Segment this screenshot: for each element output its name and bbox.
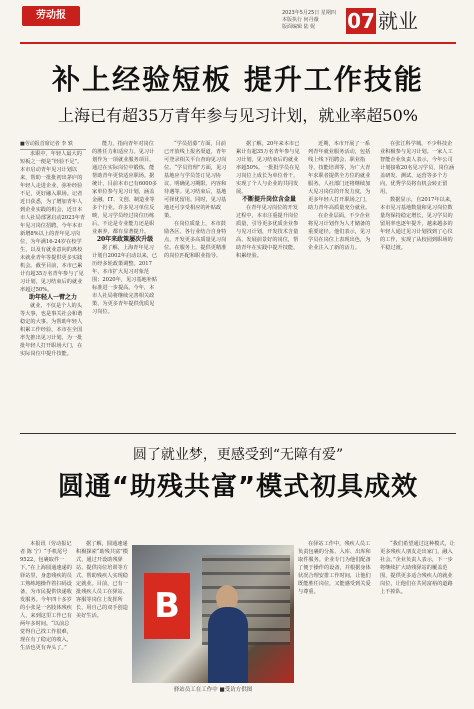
main-subheadline: 上海已有超35万青年参与见习计划，就业率超50% bbox=[58, 106, 418, 125]
article1-column-5 bbox=[308, 140, 374, 430]
date-info bbox=[282, 10, 342, 31]
article2-column-1 bbox=[20, 540, 72, 700]
editor-line: 本版执行 何丹薇 bbox=[282, 17, 319, 23]
article2-headline: 圆通“助残共富”模式初具成效 bbox=[57, 472, 419, 502]
article1-column-2 bbox=[92, 140, 158, 430]
article2-kicker: 圆了就业梦，更感受到“无障有爱” bbox=[132, 447, 344, 463]
article2-column-3 bbox=[298, 540, 374, 700]
article-divider bbox=[20, 433, 456, 434]
article1-column-6 bbox=[380, 140, 456, 430]
article1-column-1 bbox=[20, 140, 86, 430]
header-divider bbox=[20, 42, 456, 44]
section-subtitle: 不断提升岗位含金量 bbox=[241, 196, 296, 203]
page-number: 07 bbox=[347, 9, 375, 33]
paragraph: “学员招募”方面，目前已开放线上报名渠道，青年可登录相关平台查询见习岗位。“学员管理”方面，见习基地应与学员签订见习协议，明确见习期限、内容和待遇等。见习结束后，基地可择优留用。同时，见习基地还可享受相应的补贴政策。 bbox=[164, 141, 227, 219]
paragraph: 求职中，年轻人最大的短板之一便是“经验不足”。本市启动青年见习计划以来，帮助一批批初出茅庐的年轻人走进企业，弥补经验不足，更好融入职场。记者近日获悉，为了增加青年人到企业实践的机会，近日本市人社局部署启动2023年青年见习岗位招聘。今年本市新增8%以上的青年见习岗位，为年满16-24岁在校学生，以及有就业意向的离校未就业青年等提供更多实践机会。截至目前，本市已累计有超35万名青年参与了见习计划，见习结束后的就业率超过50%。 bbox=[20, 151, 86, 293]
news-photo bbox=[132, 545, 294, 683]
masthead-name: 劳动报 bbox=[36, 10, 66, 21]
newspaper-logo bbox=[22, 6, 80, 26]
paragraph: 据了解，圆通速递积极探索“助残共富”模式，通过开设助残驿站、提供岗位培训等方式，帮助残疾人实现稳定就业。目前，已有一批残疾人员工在驿站、客服等岗位上发挥所长，用自己的双手创造美好生活。 bbox=[76, 541, 128, 619]
article1-column-3 bbox=[164, 140, 230, 430]
byline: ■劳动报首席记者 李 轶 bbox=[20, 140, 86, 150]
paragraph: 据了解，20年来本市已累计有超35万名青年参与见习计划，见习结束后的就业率超50%。一批批学员在见习岗位上成长为单位骨干，实现了个人与企业的共同发展。 bbox=[236, 141, 300, 195]
paragraph: 在青年见习岗位的开发过程中，本市注重提升岗位质量，引导更多优质企业参与见习计划，开发技术含量高、发展前景好的岗位，帮助青年在实践中提升技能，积累经验。 bbox=[236, 205, 299, 259]
section-name: 就业 bbox=[378, 9, 418, 33]
worker-image bbox=[208, 607, 248, 683]
article2-column-2 bbox=[76, 540, 128, 700]
date-line: 2023年5月25日 星期四 bbox=[282, 10, 336, 16]
paragraph: 能力，指向青年对岗位的胜任力和适应力。见习计划作为一项就业服务项目，通过在实际岗位中锻炼，能帮助青年更快适应职场。据统计，目前本市已有6000多家单位参与见习计划，涵盖金融、IT、文创、制造业等多个行业。许多见习单位反映，见习学员经过岗位历练后，不论是专业能力还是职业素养，都有显著提升。 bbox=[92, 141, 158, 235]
photo-caption: 驿站员工在工作中 ■受访方供图 bbox=[173, 687, 253, 693]
paragraph: 据了解，上海青年见习计划自2002年启动以来，已历经多轮政策调整。2017年，本市扩大见习对象范围；2020年，见习基地补贴标准进一步提高。今年，本市人社局将继续完善相关政策，为更多青年提供优质见习岗位。 bbox=[92, 245, 158, 315]
section-subtitle: 助年轻人一臂之力 bbox=[28, 294, 77, 301]
article2-heading bbox=[20, 444, 456, 503]
paragraph: 就业，不仅是个人的头等大事，也是事关社会和谐稳定的大事。为帮助年轻人积累工作经验，本市在全国率先推出见习计划，为一批批年轻人打开职场大门，在实际岗位中提升技能。 bbox=[20, 303, 83, 357]
section-subtitle: 20年来政策屡次升级 bbox=[96, 236, 154, 243]
article1-column-4 bbox=[236, 140, 302, 430]
paragraph: 近期，本市开展了一系列青年就业服务活动，包括线上线下招聘会、职业指导、技能培训等，为广大青年求职者提供全方位的就业服务。人社部门还将继续加大见习岗位的开发力度，为更多年轻人打开职场之门，助力青年高质量充分就业。 bbox=[308, 141, 371, 211]
paragraph: 在张江科学城，不少科技企业积极参与见习计划。一家人工智能企业负责人表示，今年公司计划接收20名见习学员，岗位涵盖研发、测试、运营等多个方向，优秀学员将有机会转正留用。 bbox=[380, 141, 455, 195]
layout-editor-line: 版面编辑 陆 妮 bbox=[282, 24, 316, 30]
paragraph: “我们希望通过这种模式，让更多残疾人朋友走出家门、融入社会。”企业负责人表示，下一步将继续扩大助残驿站的覆盖范围，提供更多适合残疾人的就业岗位，让他们在共同富裕的道路上不掉队。 bbox=[380, 541, 455, 595]
main-headline: 补上经验短板 提升工作技能 bbox=[52, 63, 424, 96]
paragraph: 数据显示，自2017年以来，本市见习基地数量和见习岗位数量均保持稳定增长，见习学员的留用率也逐年提升，越来越多的年轻人通过见习计划找到了心仪的工作，实现了从校园到职场的平稳过渡。 bbox=[380, 197, 456, 251]
paragraph: 在岗位质量上，本市鼓励各区、各行业结合自身特点，开发更多高质量见习岗位。在服务上，提供更精准的岗位匹配和职业指导。 bbox=[164, 221, 227, 259]
article1-body bbox=[20, 140, 456, 430]
page-header bbox=[0, 0, 474, 46]
paragraph: 本报讯（劳动报记者 陈 宁）“手机尾号9522，包裹取件一下。”在上海圆通速递的驿站里，身患残疾的员工熟练地操作着扫码设备，为市民提供快递收发服务。今年四十多岁的小张是一名肢体残疾人，来到这里工作已有两年多时间。“以前总觉得自己找工作很难，现在有了稳定的收入，生活也更有奔头了。” bbox=[20, 541, 72, 651]
paragraph: 在驿站工作中，残疾人员工负责包裹的分拣、入库、出库和取件服务。企业专门为他们配备了便于操作的设备，并根据身体状况合理安排工作时间，让他们既能胜任岗位，又能感受到关爱与尊重。 bbox=[298, 541, 371, 595]
article2-column-4 bbox=[380, 540, 456, 700]
station-sign-image: B bbox=[144, 573, 190, 639]
paragraph: 在企业层面，不少企业将见习计划作为人才储备的重要途径。他们表示，见习学员在岗位上表现出色，为企业注入了新的活力。 bbox=[308, 213, 371, 251]
